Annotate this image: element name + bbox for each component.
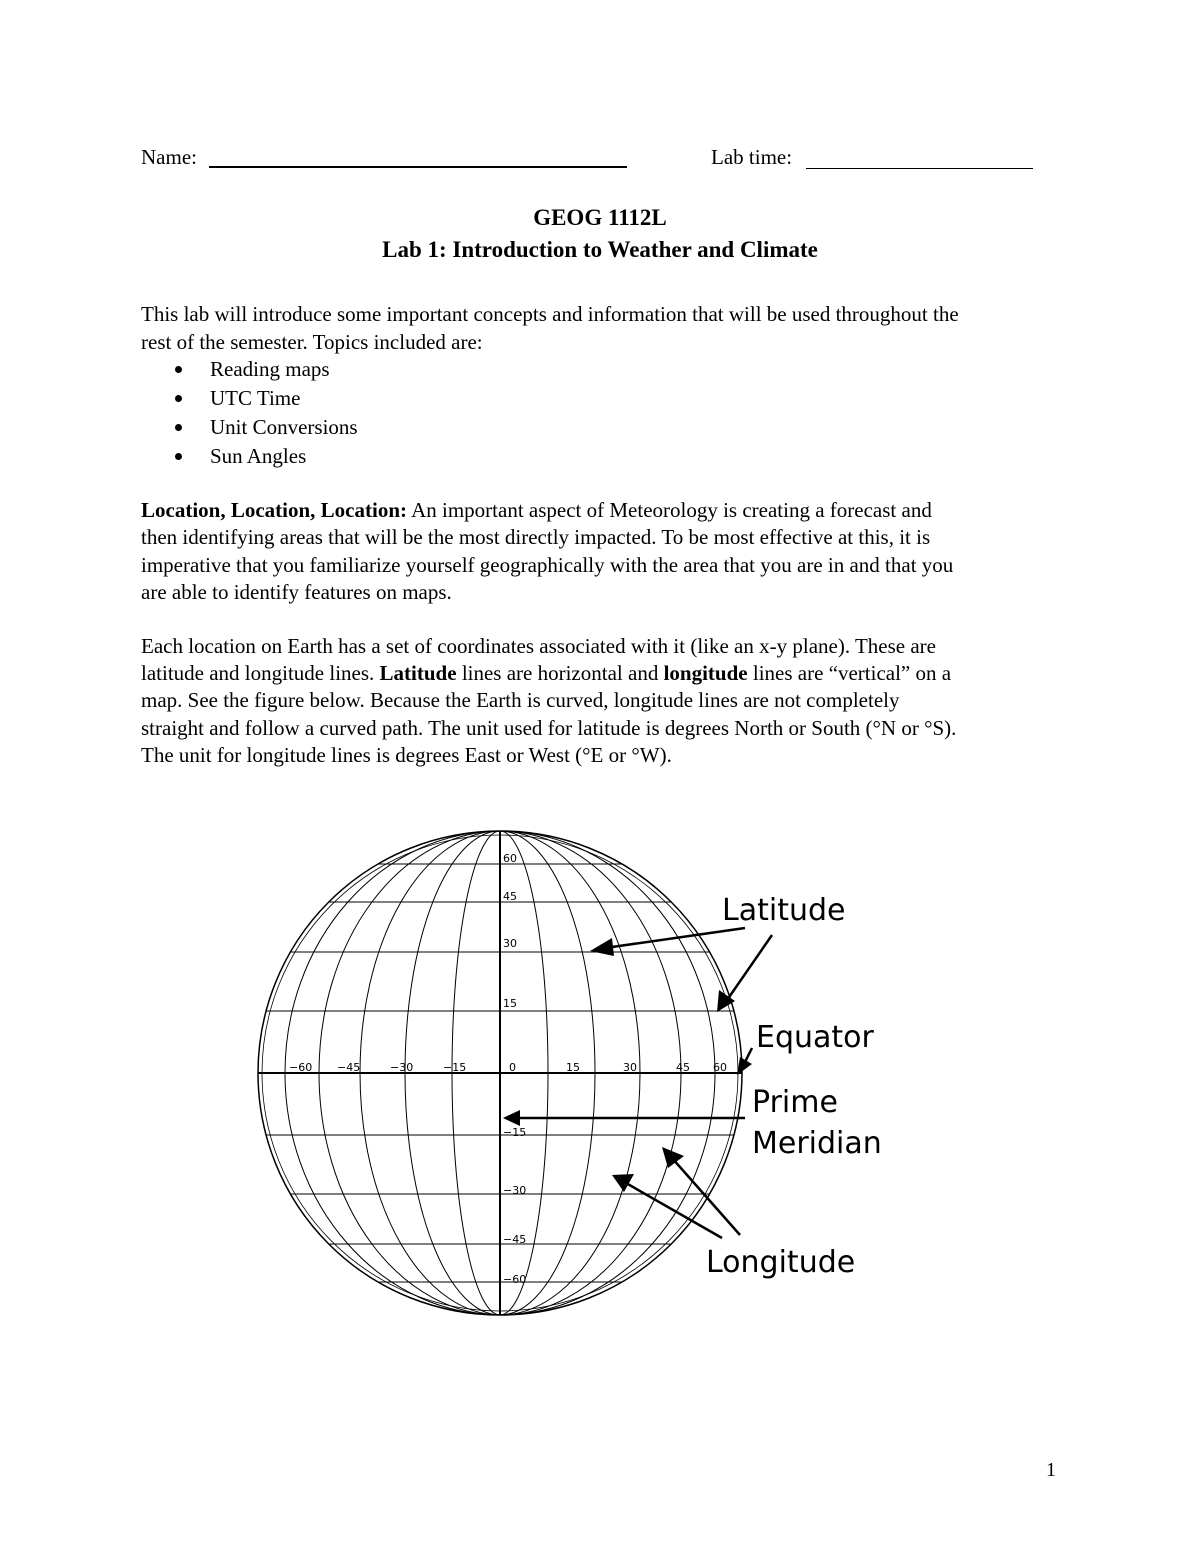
longitude-tick-label: −45 [337, 1061, 361, 1074]
meridian-callout: Meridian [752, 1126, 882, 1161]
name-blank-line[interactable] [209, 166, 627, 168]
latitude-tick-label: 30 [503, 937, 517, 950]
latitude-callout: Latitude [722, 893, 846, 928]
latitude-tick-label: −45 [503, 1233, 527, 1246]
longitude-tick-label: 45 [676, 1061, 690, 1074]
longitude-tick-label: −15 [443, 1061, 467, 1074]
longitude-term: longitude [663, 661, 748, 685]
page-number: 1 [1046, 1459, 1056, 1481]
name-field-label: Name: [141, 145, 197, 169]
coordinates-text: lines are “vertical” on a [747, 661, 952, 685]
topics-list [172, 355, 358, 471]
location-paragraph-line-2: then identifying areas that will be the most directly impacted. To be most effective at this, it is [141, 525, 931, 549]
latitude-tick-label: 15 [503, 997, 517, 1010]
coordinates-text: latitude and longitude lines. [141, 661, 380, 685]
list-item: Sun Angles [172, 442, 358, 471]
longitude-callout: Longitude [706, 1245, 856, 1280]
coordinates-line-1: Each location on Earth has a set of coordinates associated with it (like an x-y plane). These are [141, 634, 936, 658]
latitude-term: Latitude [379, 661, 457, 685]
list-item: Reading maps [172, 355, 358, 384]
longitude-tick-label: 0 [509, 1061, 516, 1074]
coordinates-text: lines are horizontal and [456, 661, 664, 685]
latitude-tick-label: 45 [503, 890, 517, 903]
latitude-arrow-line [725, 935, 772, 1003]
coordinates-line-2 [141, 659, 951, 687]
lab-time-field-label: Lab time: [711, 145, 793, 169]
longitude-tick-label: 30 [623, 1061, 637, 1074]
location-heading: Location, Location, Location: [141, 498, 407, 522]
coordinates-line-3: map. See the figure below. Because the Earth is curved, longitude lines are not completely [141, 688, 900, 712]
latitude-tick-label: −30 [503, 1184, 527, 1197]
lab-time-blank-line[interactable] [806, 168, 1033, 169]
coordinates-line-5: The unit for longitude lines is degrees East or West (°E or °W). [141, 743, 672, 767]
longitude-tick-label: −60 [289, 1061, 313, 1074]
location-paragraph-line-3: imperative that you familiarize yourself geographically with the area that you are in and that you [141, 553, 954, 577]
lab-title: Lab 1: Introduction to Weather and Climate [382, 237, 818, 262]
globe-figure [240, 820, 940, 1340]
latitude-tick-label: 60 [503, 852, 517, 865]
intro-line-2: rest of the semester. Topics included are: [141, 330, 483, 354]
longitude-tick-label: −30 [390, 1061, 414, 1074]
location-line-1-text: An important aspect of Meteorology is creating a forecast and [407, 498, 932, 522]
prime-callout: Prime [752, 1085, 838, 1120]
list-item: Unit Conversions [172, 413, 358, 442]
coordinates-line-4: straight and follow a curved path. The unit used for latitude is degrees North or South (°N or °S). [141, 716, 957, 740]
course-title: GEOG 1112L [533, 205, 667, 230]
latitude-tick-label: −15 [503, 1126, 527, 1139]
longitude-tick-label: 60 [713, 1061, 727, 1074]
intro-line-1: This lab will introduce some important concepts and information that will be used throughout the [141, 302, 959, 326]
globe-diagram [240, 820, 940, 1340]
location-paragraph-line-1 [141, 496, 932, 524]
latitude-tick-label: −60 [503, 1273, 527, 1286]
location-paragraph-line-4: are able to identify features on maps. [141, 580, 452, 604]
longitude-tick-label: 15 [566, 1061, 580, 1074]
equator-callout: Equator [756, 1020, 874, 1055]
list-item: UTC Time [172, 384, 358, 413]
